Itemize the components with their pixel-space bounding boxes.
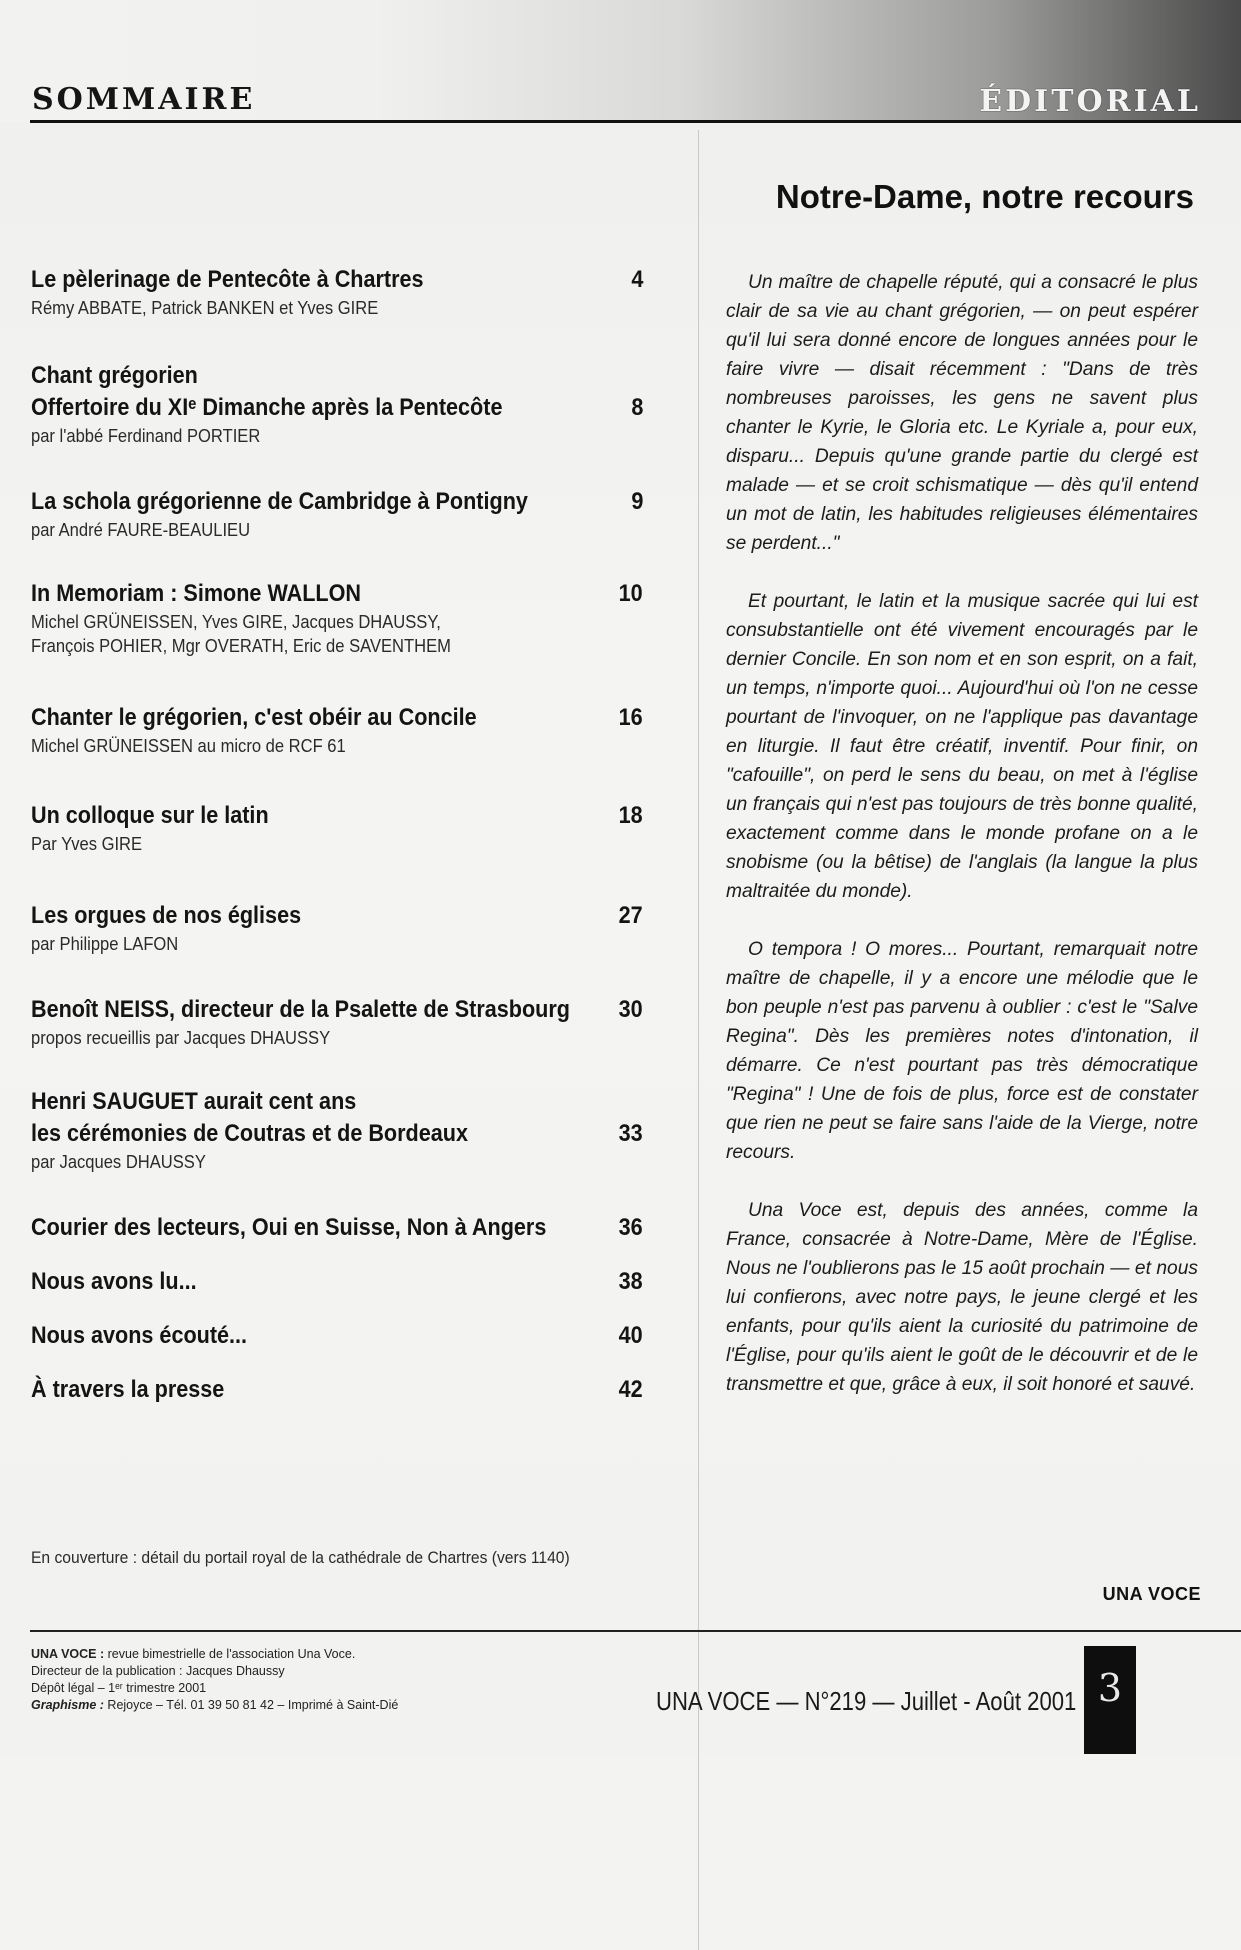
toc-entry-author: Michel GRÜNEISSEN au micro de RCF 61: [31, 736, 346, 756]
toc-entry-author-line2: François POHIER, Mgr OVERATH, Eric de SAVENTHEM: [31, 636, 451, 656]
toc-entry[interactable]: [31, 900, 643, 956]
colophon-label: Graphisme :: [31, 1698, 104, 1712]
page-number: 3: [1097, 1666, 1123, 1710]
toc-entry-page: 33: [618, 1120, 643, 1147]
toc-entry-title: Un colloque sur le latin: [31, 802, 269, 829]
colophon-text: Dépôt légal – 1ᵉʳ trimestre 2001: [31, 1681, 207, 1695]
toc-entry-title: Courier des lecteurs, Oui en Suisse, Non à Angers: [31, 1214, 547, 1241]
colophon-text: Directeur de la publication : Jacques Dhaussy: [31, 1664, 285, 1678]
editorial-body: [726, 268, 1198, 1428]
toc-entry-author: propos recueillis par Jacques DHAUSSY: [31, 1028, 331, 1048]
toc-entry[interactable]: [31, 702, 643, 758]
toc-entry[interactable]: [31, 486, 643, 542]
toc-entry-page: 42: [618, 1376, 643, 1403]
toc-entry[interactable]: [31, 994, 643, 1050]
cover-caption: En couverture : détail du portail royal de la cathédrale de Chartres (vers 1140): [31, 1548, 570, 1567]
column-divider: [698, 130, 699, 1950]
colophon-line: [31, 1646, 431, 1663]
toc-entry-title: Le pèlerinage de Pentecôte à Chartres: [31, 266, 424, 293]
header-rule: [30, 120, 1241, 123]
toc-entry-title-line2: Offertoire du XIᵉ Dimanche après la Pentecôte: [31, 394, 503, 421]
toc-entry-author: par l'abbé Ferdinand PORTIER: [31, 426, 261, 446]
editorial-heading: Notre-Dame, notre recours: [775, 178, 1194, 215]
toc-entry-author: Rémy ABBATE, Patrick BANKEN et Yves GIRE: [31, 298, 379, 318]
toc-entry-page: 40: [618, 1322, 643, 1349]
toc-entry[interactable]: [31, 1212, 643, 1244]
toc-entry-page: 4: [630, 266, 643, 293]
toc-entry-page: 27: [618, 902, 643, 929]
page-header: [0, 0, 1241, 124]
footer-masthead: UNA VOCE — N°219 — Juillet - Août 2001: [656, 1686, 1077, 1716]
toc-entry-author: par Jacques DHAUSSY: [31, 1152, 206, 1172]
colophon-label: UNA VOCE :: [31, 1647, 105, 1661]
toc-entry-page: 38: [618, 1268, 643, 1295]
toc-entry-page: 16: [618, 704, 643, 731]
toc-entry-title: La schola grégorienne de Cambridge à Pontigny: [31, 488, 528, 515]
editorial-signature: UNA VOCE: [1102, 1584, 1201, 1604]
toc-entry-author: Michel GRÜNEISSEN, Yves GIRE, Jacques DHAUSSY,: [31, 612, 441, 632]
toc-entry-page: 9: [630, 488, 643, 515]
toc-entry-author: Par Yves GIRE: [31, 834, 143, 854]
toc-entry-title-line2: les cérémonies de Coutras et de Bordeaux: [31, 1120, 468, 1147]
toc-entry-page: 10: [618, 580, 643, 607]
sommaire-title: SOMMAIRE: [32, 82, 256, 117]
colophon-line: [31, 1680, 431, 1697]
toc-entry-title: À travers la presse: [31, 1376, 225, 1403]
toc-entry[interactable]: [31, 1320, 643, 1352]
toc-entry-title: Henri SAUGUET aurait cent ans: [31, 1088, 357, 1115]
toc-entry[interactable]: [31, 1266, 643, 1298]
colophon-text: Rejoyce – Tél. 01 39 50 81 42 – Imprimé à Saint-Dié: [103, 1698, 399, 1712]
toc-entry-title: Nous avons écouté...: [31, 1322, 248, 1349]
toc-entry[interactable]: [31, 1086, 643, 1174]
editorial-paragraph: Una Voce est, depuis des années, comme la France, consacrée à Notre-Dame, Mère de l'Église. Nous ne l'oublierons pas le 15 août prochain — et nous lui confierons, avec notre pays, le jeune clergé et les enfants, pour qu'ils aient la curiosité du patrimoine de l'Église, pour qu'ils aient le goût de le découvrir et de le transmettre et que, grâce à eux, il soit honoré et sauvé.: [726, 1200, 1198, 1395]
toc-entry[interactable]: [31, 360, 643, 448]
editorial-paragraph: O tempora ! O mores... Pourtant, remarquait notre maître de chapelle, il y a encore une mélodie que le bon peuple n'est pas parvenu à oublier : c'est le "Salve Regina". Dès les premières notes d'intonation, il démarre. Ce n'est pourtant pas très démocratique "Regina" ! Une de fois de plus, force est de constater que rien ne peut se faire sans l'aide de la Vierge, notre recours.: [726, 939, 1198, 1163]
toc-entry[interactable]: [31, 1374, 643, 1406]
toc-entry-title: Nous avons lu...: [31, 1268, 197, 1295]
toc-entry-title: Benoît NEISS, directeur de la Psalette de Strasbourg: [31, 996, 570, 1023]
toc-entry-author: par André FAURE-BEAULIEU: [31, 520, 251, 540]
toc-entry-page: 30: [618, 996, 643, 1023]
editorial-title: ÉDITORIAL: [979, 84, 1201, 119]
editorial-paragraph: Un maître de chapelle réputé, qui a consacré le plus clair de sa vie au chant grégorien, — on peut espérer qu'il lui sera donné encore de longues années pour le faire vivre — disait récemment : "Dans de très nombreuses paroisses, les gens ne savent plus chanter le Kyrie, le Gloria etc. Le Kyriale a, pour eux, disparu... Depuis qu'une grande partie du clergé est malade — et se croit schismatique — dès qu'il entend un mot de latin, les habitudes religieuses élémentaires se perdent...": [726, 272, 1198, 554]
colophon-line: [31, 1663, 431, 1680]
colophon-text: revue bimestrielle de l'association Una Voce.: [104, 1647, 356, 1661]
toc-entry-title: Chanter le grégorien, c'est obéir au Concile: [31, 704, 477, 731]
colophon: [31, 1646, 431, 1714]
toc-entry-title: Chant grégorien: [31, 362, 198, 389]
colophon-line: [31, 1697, 431, 1714]
toc-entry-page: 18: [618, 802, 643, 829]
toc-entry-author: par Philippe LAFON: [31, 934, 179, 954]
toc-entry[interactable]: [31, 800, 643, 856]
toc-entry-page: 36: [618, 1214, 643, 1241]
toc-entry-page: 8: [630, 394, 643, 421]
toc-entry[interactable]: [31, 578, 643, 658]
toc-entry-title: In Memoriam : Simone WALLON: [31, 580, 362, 607]
toc-entry[interactable]: [31, 264, 643, 320]
editorial-paragraph: Et pourtant, le latin et la musique sacrée qui lui est consubstantielle ont été vivement encouragés par le dernier Concile. En son nom et en son esprit, on a fait, un temps, n'importe quoi... Aujourd'hui où l'on ne cesse pourtant de l'invoquer, on ne l'applique pas davantage en liturgie. Il faut être créatif, inventif. Pour finir, on "cafouille", on perd le sens du beau, on met à l'église un français qui n'est pas toujours de très bonne qualité, exactement comme dans le monde profane on a le snobisme (ou la bêtise) de l'anglais (la langue la plus maltraitée du monde).: [726, 591, 1198, 902]
toc-entry-title: Les orgues de nos églises: [31, 902, 302, 929]
footer-rule: [30, 1630, 1241, 1632]
